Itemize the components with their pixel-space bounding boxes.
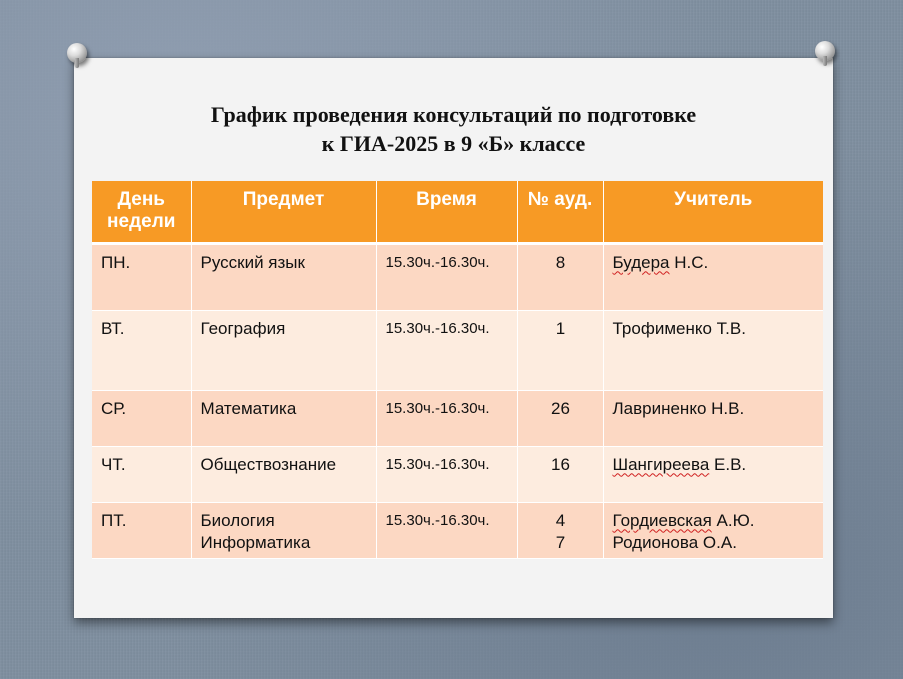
cell-room: 26 xyxy=(517,390,603,446)
pushpin-icon xyxy=(815,41,835,61)
cell-teacher xyxy=(603,243,823,310)
teacher-initials: А.Ю. xyxy=(711,510,755,530)
cell-day: ПН. xyxy=(92,243,191,310)
table-row xyxy=(92,446,823,502)
table-header-row xyxy=(92,181,823,243)
cell-time: 15.30ч.-16.30ч. xyxy=(376,502,517,558)
cell-subject xyxy=(191,502,376,558)
cell-room xyxy=(517,502,603,558)
cell-day: ПТ. xyxy=(92,502,191,558)
header-time: Время xyxy=(376,181,517,243)
header-teacher: Учитель xyxy=(603,181,823,243)
cell-room: 8 xyxy=(517,243,603,310)
cell-day: ЧТ. xyxy=(92,446,191,502)
teacher-surname: Шангиреева xyxy=(612,454,710,474)
room-line-1: 4 xyxy=(555,510,566,530)
cell-teacher xyxy=(603,502,823,558)
schedule-table xyxy=(92,181,823,559)
cell-time: 15.30ч.-16.30ч. xyxy=(376,310,517,390)
table-row xyxy=(92,390,823,446)
teacher-initials: Е.В. xyxy=(709,454,747,474)
header-room: № ауд. xyxy=(517,181,603,243)
teacher-line-1 xyxy=(613,510,816,532)
room-line-2: 7 xyxy=(555,532,566,552)
cell-room: 16 xyxy=(517,446,603,502)
cell-subject: Математика xyxy=(191,390,376,446)
teacher-surname: Гордиевская xyxy=(612,510,712,530)
subject-line-2: Информатика xyxy=(200,532,311,552)
title-line-1: График проведения консультаций по подготовке xyxy=(210,102,697,127)
cell-day: СР. xyxy=(92,390,191,446)
subject-line-1: Биология xyxy=(200,510,275,530)
table-row xyxy=(92,502,823,558)
cell-teacher: Трофименко Т.В. xyxy=(603,310,823,390)
teacher-line-2: Родионова О.А. xyxy=(612,532,737,552)
title-line-2: к ГИА-2025 в 9 «Б» классе xyxy=(321,131,586,156)
pushpin-icon xyxy=(67,43,87,63)
cell-room: 1 xyxy=(517,310,603,390)
cell-day: ВТ. xyxy=(92,310,191,390)
cell-subject: География xyxy=(191,310,376,390)
cell-teacher: Лавриненко Н.В. xyxy=(603,390,823,446)
cell-time: 15.30ч.-16.30ч. xyxy=(376,446,517,502)
teacher-initials: Н.С. xyxy=(669,252,709,272)
header-subject: Предмет xyxy=(191,181,376,243)
cell-teacher xyxy=(603,446,823,502)
cell-time: 15.30ч.-16.30ч. xyxy=(376,390,517,446)
table-row xyxy=(92,310,823,390)
teacher-surname: Будера xyxy=(612,252,670,272)
cell-subject: Русский язык xyxy=(191,243,376,310)
page-title xyxy=(74,100,833,158)
header-day: День недели xyxy=(92,181,191,243)
cell-time: 15.30ч.-16.30ч. xyxy=(376,243,517,310)
table-row xyxy=(92,243,823,310)
cell-subject: Обществознание xyxy=(191,446,376,502)
